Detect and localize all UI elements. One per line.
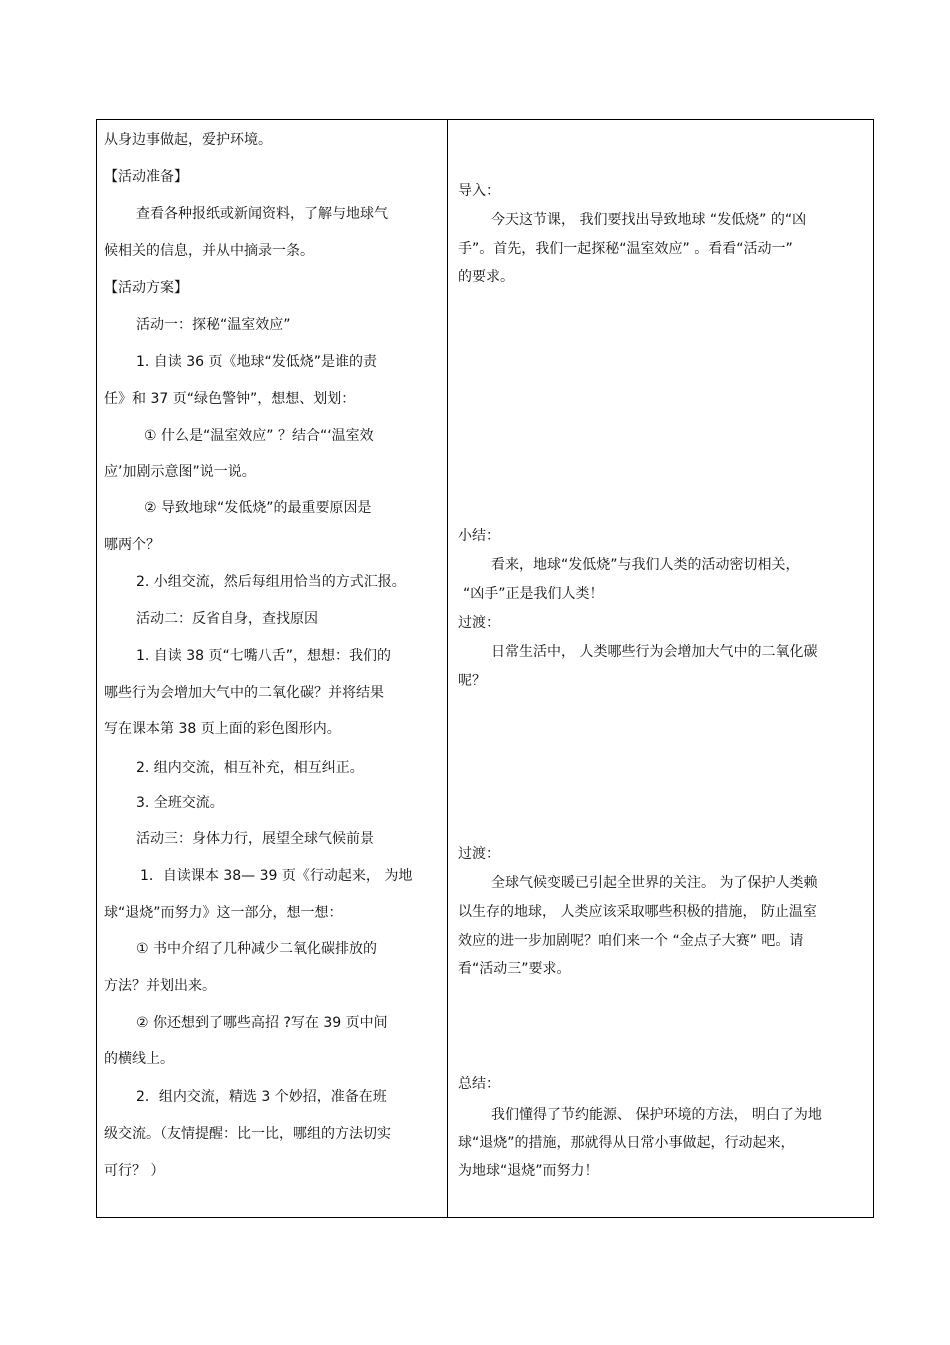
left-line: 哪两个？	[104, 537, 160, 553]
left-line: 应’加剧示意图”说一说。	[104, 464, 256, 480]
left-line: 任》和 37 页“绿色警钟”，想想、划划：	[104, 391, 356, 407]
label-transition: 过渡：	[458, 615, 500, 631]
right-line: 效应的进一步加剧呢？咱们来一个 “金点子大赛” 吧。请	[458, 933, 804, 949]
left-line: ② 你还想到了哪些高招 ?写在 39 页中间	[136, 1015, 388, 1031]
right-line: 我们懂得了节约能源、 保护环境的方法， 明白了为地	[491, 1107, 822, 1123]
activity-one-title: 活动一：探秘“温室效应”	[136, 317, 291, 333]
activity-three-title: 活动三：身体力行，展望全球气候前景	[136, 831, 374, 847]
left-line: 球“退烧”而努力》这一部分，想一想：	[104, 905, 343, 921]
left-line: 级交流。（友情提醒：比一比，哪组的方法切实	[104, 1126, 391, 1142]
left-line: 1. 自读 36 页《地球“发低烧”是谁的责	[136, 354, 378, 370]
right-line: 日常生活中， 人类哪些行为会增加大气中的二氧化碳	[491, 644, 818, 660]
section-heading-plan: 【活动方案】	[104, 280, 188, 296]
left-line: 候相关的信息，并从中摘录一条。	[104, 243, 314, 259]
column-divider	[447, 119, 448, 1218]
left-line: ① 书中介绍了几种减少二氧化碳排放的	[136, 941, 377, 957]
label-summary: 小结：	[458, 528, 500, 544]
label-conclusion: 总结：	[458, 1076, 500, 1092]
right-line: 的要求。	[458, 269, 514, 285]
left-line: ① 什么是“温室效应” ？结合“‘温室效	[144, 428, 374, 444]
left-line: 2. 小组交流，然后每组用恰当的方式汇报。	[136, 574, 406, 590]
right-line: 为地球“退烧”而努力！	[458, 1163, 599, 1179]
left-line: 的横线上。	[104, 1051, 174, 1067]
right-line: 以生存的地球， 人类应该采取哪些积极的措施， 防止温室	[458, 904, 817, 920]
left-line: 可行？ ）	[104, 1163, 165, 1179]
right-line: 全球气候变暖已引起全世界的关注。 为了保护人类赖	[491, 875, 818, 891]
left-line: 3. 全班交流。	[136, 795, 224, 811]
left-line: 哪些行为会增加大气中的二氧化碳？并将结果	[104, 685, 384, 701]
left-line: ② 导致地球“发低烧”的最重要原因是	[144, 500, 372, 516]
right-line: 看来，地球“发低烧”与我们人类的活动密切相关，	[491, 557, 800, 573]
right-line: 看“活动三”要求。	[458, 961, 571, 977]
left-line: 1．自读课本 38— 39 页《行动起来， 为地	[140, 868, 413, 884]
left-line: 写在课本第 38 页上面的彩色图形内。	[104, 721, 341, 737]
right-line: 手”。首先，我们一起探秘“温室效应” 。看看“活动一”	[458, 241, 793, 257]
right-line: 球“退烧”的措施，那就得从日常小事做起，行动起来，	[458, 1135, 795, 1151]
right-line: 呢？	[458, 673, 486, 689]
left-line: 从身边事做起，爱护环境。	[104, 132, 272, 148]
section-heading-preparation: 【活动准备】	[104, 169, 188, 185]
activity-two-title: 活动二：反省自身，查找原因	[136, 611, 318, 627]
right-line: “凶手”正是我们人类！	[463, 586, 604, 602]
right-line: 今天这节课， 我们要找出导致地球 “发低烧” 的“凶	[491, 212, 807, 228]
left-line: 2．组内交流，精选 3 个妙招，准备在班	[136, 1089, 387, 1105]
left-line: 方法？并划出来。	[104, 978, 216, 994]
label-intro: 导入：	[458, 183, 500, 199]
left-line: 2. 组内交流，相互补充，相互纠正。	[136, 760, 364, 776]
left-line: 查看各种报纸或新闻资料，了解与地球气	[136, 206, 388, 222]
left-line: 1. 自读 38 页“七嘴八舌”，想想：我们的	[136, 648, 392, 664]
label-transition: 过渡：	[458, 846, 500, 862]
